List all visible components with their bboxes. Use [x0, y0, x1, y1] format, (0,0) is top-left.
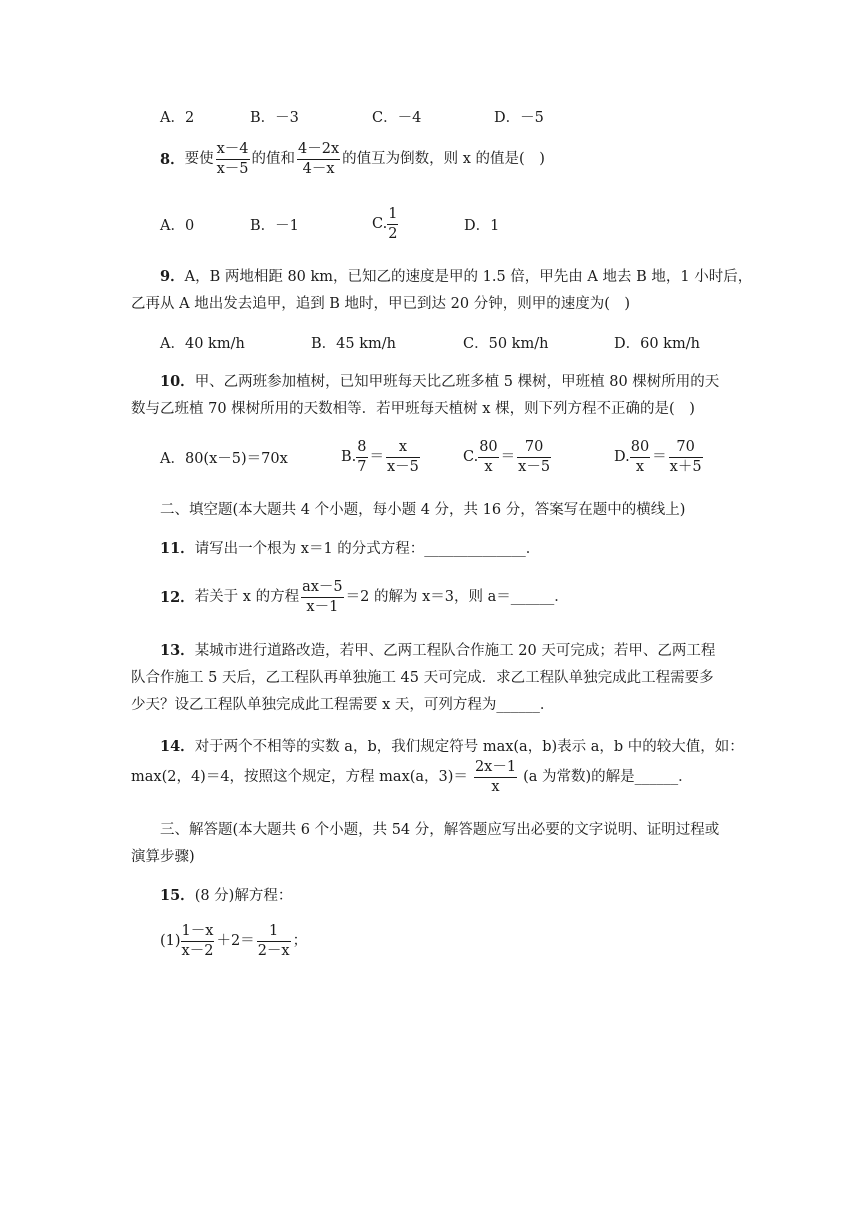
q10-option-b-right-numerator: x [386, 438, 420, 458]
q11-number: 11． [160, 540, 195, 557]
q8-option-c [372, 205, 400, 244]
q10-option-b [341, 438, 422, 477]
q8-fraction-2 [297, 140, 340, 179]
q10-option-d-left-numerator: 80 [630, 438, 650, 458]
q12 [160, 578, 569, 617]
q15 [160, 887, 292, 905]
q10-option-c [463, 438, 553, 477]
q8-option-c-denominator: 2 [388, 225, 398, 242]
q8-fraction-1 [216, 140, 250, 179]
q8-text-1: 要使 [184, 150, 214, 167]
q9-option-b: B．45 km/h [311, 336, 396, 352]
q11 [160, 540, 540, 558]
q10-option-d-prefix: D. [614, 448, 630, 465]
q8-number: 8． [160, 150, 185, 168]
q10-option-d-right-numerator: 70 [669, 438, 703, 458]
q9-option-a: A．40 km/h [160, 336, 245, 352]
q12-text-2: ＝2 的解为 x＝3，则 a＝______． [345, 588, 569, 605]
q14-text-2: max(2，4)＝4，按照这个规定，方程 max(a，3)＝ [131, 768, 468, 785]
q13-line-2: 队合作施工 5 天后，乙工程队再单独施工 45 天可完成．求乙工程队单独完成此工程需要多 [131, 670, 714, 686]
q14-line-1 [160, 738, 744, 756]
q8-option-c-numerator: 1 [387, 205, 398, 225]
q14-line-2 [131, 758, 693, 797]
q10-option-c-equals: ＝ [500, 448, 516, 465]
q15-part-1-fraction-1-numerator: 1－x [181, 922, 215, 942]
q12-fraction-numerator: ax－5 [301, 578, 344, 598]
q10-option-d-left-fraction [630, 438, 650, 477]
q15-part-1-fraction-2-denominator: 2－x [257, 942, 290, 959]
q8-option-c-prefix: C. [372, 215, 388, 232]
q9-text-1: A，B 两地相距 80 km，已知乙的速度是甲的 1.5 倍，甲先由 A 地去 B 地，1 小时后， [184, 269, 753, 285]
q10-option-d-right-fraction [669, 438, 703, 477]
q12-fraction-denominator: x－1 [306, 598, 339, 615]
q14-number: 14． [160, 738, 195, 755]
q14-text-1: 对于两个不相等的实数 a，b，我们规定符号 max(a，b)表示 a，b 中的较大值，如： [194, 739, 744, 755]
q9-option-c: C．50 km/h [463, 336, 549, 352]
q15-part-1-fraction-2 [257, 922, 291, 961]
q10-option-c-prefix: C. [463, 448, 479, 465]
q10-option-d-left-denominator: x [635, 458, 645, 475]
section-3-heading-line-1: 三、解答题(本大题共 6 个小题，共 54 分，解答题应写出必要的文字说明、证明过程或 [160, 822, 720, 838]
q10-option-b-left-fraction [356, 438, 367, 477]
q9-stem-line-1 [160, 268, 752, 286]
q14-fraction [474, 758, 517, 797]
q12-number: 12． [160, 588, 195, 606]
q13-line-1 [160, 642, 715, 660]
q15-part-1-label: (1) [160, 932, 181, 949]
q15-part-1-middle: ＋2＝ [216, 932, 255, 949]
q12-text-1: 若关于 x 的方程 [194, 588, 300, 605]
q10-option-a: A．80(x－5)＝70x [160, 451, 288, 467]
q7-option-a: A．2 [160, 110, 195, 126]
q10-option-b-right-denominator: x－5 [387, 458, 419, 475]
q14-fraction-denominator: x [491, 778, 500, 795]
q10-option-c-right-numerator: 70 [517, 438, 551, 458]
q15-part-1-end: ； [292, 932, 308, 949]
q15-part-1-fraction-2-numerator: 1 [257, 922, 291, 942]
q10-option-b-left-numerator: 8 [356, 438, 367, 458]
q8-option-c-fraction [387, 205, 398, 244]
q8-text-3: 的值互为倒数，则 x 的值是( ) [342, 150, 545, 167]
q15-part-1 [160, 922, 307, 961]
q10-option-c-right-denominator: x－5 [518, 458, 551, 475]
q7-option-d: D．－5 [494, 110, 544, 126]
q10-option-b-right-fraction [386, 438, 420, 477]
q9-number: 9． [160, 268, 185, 285]
q10-option-d [614, 438, 705, 477]
section-2-heading: 二、填空题(本大题共 4 个小题，每小题 4 分，共 16 分，答案写在题中的横线上) [160, 502, 686, 518]
q15-text: (8 分)解方程： [194, 888, 293, 904]
q10-stem-line-2: 数与乙班植 70 棵树所用的天数相等．若甲班每天植树 x 棵，则下列方程不正确的是( ) [131, 401, 695, 417]
q8-option-d: D．1 [464, 218, 500, 234]
q15-part-1-fraction-1-denominator: x－2 [181, 942, 214, 959]
q8-fraction-1-numerator: x－4 [216, 140, 250, 160]
q11-text: 请写出一个根为 x＝1 的分式方程：______________． [194, 541, 541, 557]
q10-option-b-left-denominator: 7 [357, 458, 367, 475]
q14-fraction-numerator: 2x－1 [474, 758, 517, 778]
q10-option-c-left-fraction [478, 438, 498, 477]
q8-fraction-2-numerator: 4－2x [297, 140, 340, 160]
q7-option-c: C．－4 [372, 110, 422, 126]
q8-option-a: A．0 [160, 218, 195, 234]
q10-stem-line-1 [160, 373, 719, 391]
q15-part-1-fraction-1 [181, 922, 215, 961]
q13-number: 13． [160, 642, 195, 659]
q10-number: 10． [160, 373, 195, 390]
q9-option-d: D．60 km/h [614, 336, 700, 352]
q8-text-2: 的值和 [251, 150, 295, 167]
q10-option-b-equals: ＝ [369, 448, 384, 465]
q10-option-d-equals: ＝ [652, 448, 667, 465]
q8-option-b: B．－1 [250, 218, 299, 234]
q9-stem-line-2: 乙再从 A 地出发去追甲，追到 B 地时，甲已到达 20 分钟，则甲的速度为( ) [131, 296, 631, 312]
q10-option-d-right-denominator: x＋5 [669, 458, 702, 475]
q8-fraction-2-denominator: 4－x [302, 160, 335, 177]
q10-text-1: 甲、乙两班参加植树，已知甲班每天比乙班多植 5 棵树，甲班植 80 棵树所用的天 [194, 374, 720, 390]
q8-fraction-1-denominator: x－5 [216, 160, 249, 177]
q8-stem [160, 140, 545, 179]
q10-option-b-prefix: B. [341, 448, 357, 465]
q12-fraction [301, 578, 344, 617]
q15-number: 15． [160, 887, 195, 904]
q7-option-b: B．－3 [250, 110, 299, 126]
section-3-heading-line-2: 演算步骤) [131, 849, 195, 865]
q14-text-3: (a 为常数)的解是______． [523, 768, 693, 785]
q13-text-1: 某城市进行道路改造，若甲、乙两工程队合作施工 20 天可完成；若甲、乙两工程 [194, 643, 716, 659]
q13-line-3: 少天？设乙工程队单独完成此工程需要 x 天，可列方程为______． [131, 697, 555, 713]
q10-option-c-right-fraction [517, 438, 551, 477]
q10-option-c-left-denominator: x [484, 458, 493, 475]
q10-option-c-left-numerator: 80 [478, 438, 498, 458]
